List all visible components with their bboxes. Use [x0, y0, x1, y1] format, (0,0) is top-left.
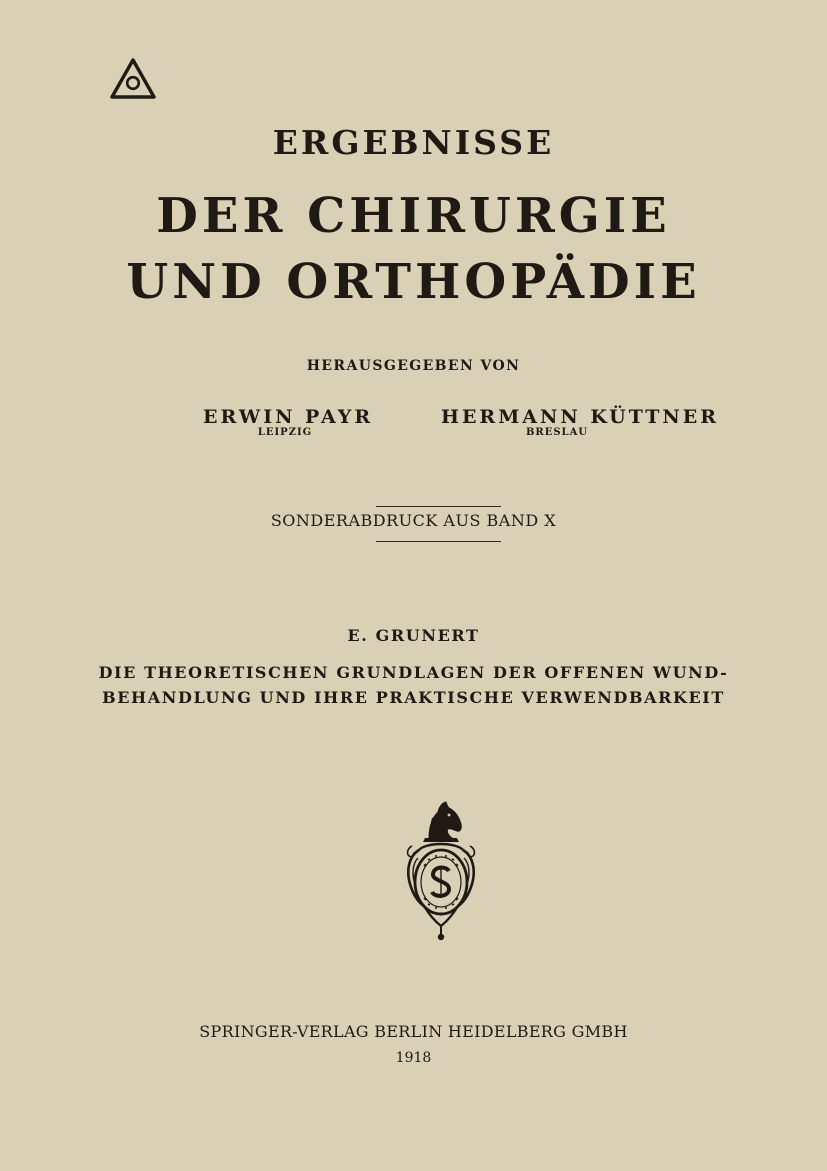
book-title-line-1: DER CHIRURGIE	[156, 188, 671, 244]
publisher-triangle-mark-icon	[109, 57, 157, 101]
divider-rule-bottom	[376, 541, 501, 542]
divider-rule-top	[376, 506, 501, 507]
editor-city: BRESLAU	[525, 427, 589, 438]
publication-year: 1918	[395, 1050, 432, 1066]
article-title-line-2: BEHANDLUNG UND IHRE PRAKTISCHE VERWENDBARKEIT	[102, 688, 725, 707]
offprint-label: SONDERABDRUCK AUS BAND X	[270, 511, 557, 530]
editor-name: HERMANN KÜTTNER	[441, 406, 719, 428]
springer-knight-logo-icon	[402, 798, 480, 944]
edited-by-label: HERAUSGEGEBEN VON	[306, 358, 521, 374]
editor-block	[203, 406, 374, 438]
series-title: ERGEBNISSE	[272, 123, 555, 162]
article-title-line-1: DIE THEORETISCHEN GRUNDLAGEN DER OFFENEN WUND-	[98, 663, 729, 682]
book-title-line-2: UND ORTHOPÄDIE	[126, 254, 701, 310]
editor-block	[441, 406, 719, 438]
article-author: E. GRUNERT	[347, 626, 480, 645]
editor-name: ERWIN PAYR	[203, 406, 374, 428]
publisher-imprint: SPRINGER-VERLAG BERLIN HEIDELBERG GMBH	[199, 1022, 628, 1041]
editor-city: LEIPZIG	[257, 427, 313, 438]
